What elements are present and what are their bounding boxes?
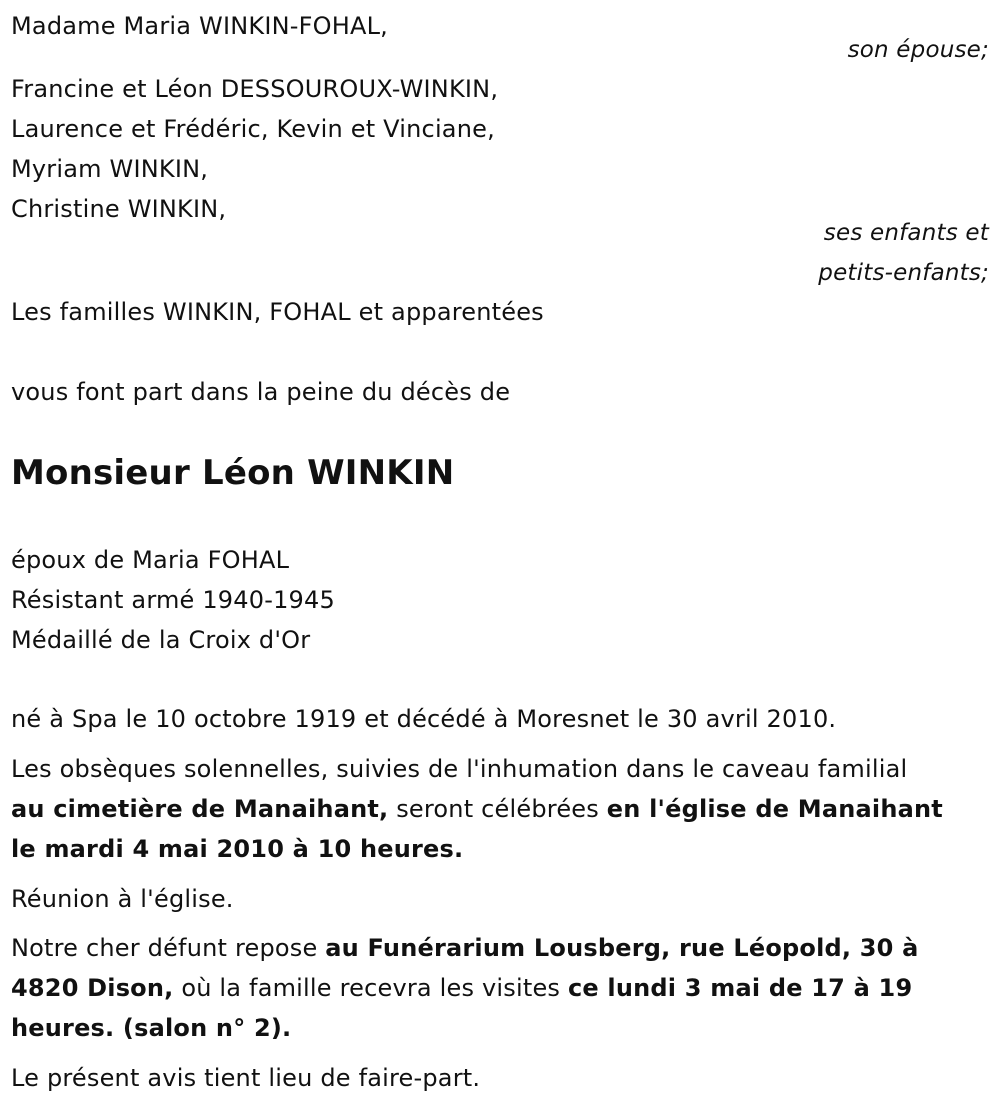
funeral-line-2: [11, 789, 989, 829]
funeral-cemetery: au cimetière de Manaihant,: [11, 795, 389, 823]
children-role-line2: petits-enfants;: [818, 260, 989, 286]
funeral-line-3: [11, 829, 989, 869]
funeral-text-1: Les obsèques solennelles, suivies de l'inhumation dans le caveau familial: [11, 755, 908, 783]
list-item: Christine WINKIN,: [11, 195, 227, 223]
meeting-line: Réunion à l'église.: [11, 885, 234, 913]
rest-text-2: où la famille recevra les visites: [173, 974, 568, 1002]
spouse-name: Madame Maria WINKIN-FOHAL,: [11, 12, 388, 40]
deceased-name: Monsieur Léon WINKIN: [11, 453, 455, 493]
detail-line: Résistant armé 1940-1945: [11, 586, 335, 614]
rest-line-1: [11, 928, 989, 968]
announcement-line: vous font part dans la peine du décès de: [11, 378, 511, 406]
funeral-church: en l'église de Manaihant: [606, 795, 943, 823]
deceased-details: [11, 540, 335, 660]
children-role-line1: ses enfants et: [823, 220, 989, 246]
funeral-date: le mardi 4 mai 2010 à 10 heures.: [11, 835, 464, 863]
detail-line: époux de Maria FOHAL: [11, 546, 290, 574]
rest-paragraph: [11, 928, 989, 1048]
birth-death-line: né à Spa le 10 octobre 1919 et décédé à Moresnet le 30 avril 2010.: [11, 705, 837, 733]
rest-line-2: [11, 968, 989, 1008]
rest-hours: heures. (salon n° 2).: [11, 1014, 292, 1042]
rest-text-1: Notre cher défunt repose: [11, 934, 326, 962]
funeral-text-2: seront célébrées: [388, 795, 607, 823]
families-line: Les familles WINKIN, FOHAL et apparentées: [11, 298, 544, 326]
rest-visits: ce lundi 3 mai de 17 à 19: [567, 974, 913, 1002]
funeral-paragraph: [11, 749, 989, 869]
children-list: [11, 69, 498, 229]
list-item: Francine et Léon DESSOUROUX-WINKIN,: [11, 75, 499, 103]
list-item: Myriam WINKIN,: [11, 155, 209, 183]
list-item: Laurence et Frédéric, Kevin et Vinciane,: [11, 115, 495, 143]
rest-funerarium: au Funérarium Lousberg, rue Léopold, 30 à: [325, 934, 919, 962]
rest-city: 4820 Dison,: [11, 974, 174, 1002]
detail-line: Médaillé de la Croix d'Or: [11, 626, 311, 654]
closing-line: Le présent avis tient lieu de faire-part.: [11, 1064, 481, 1092]
rest-line-3: [11, 1008, 989, 1048]
spouse-role: son épouse;: [847, 37, 989, 63]
